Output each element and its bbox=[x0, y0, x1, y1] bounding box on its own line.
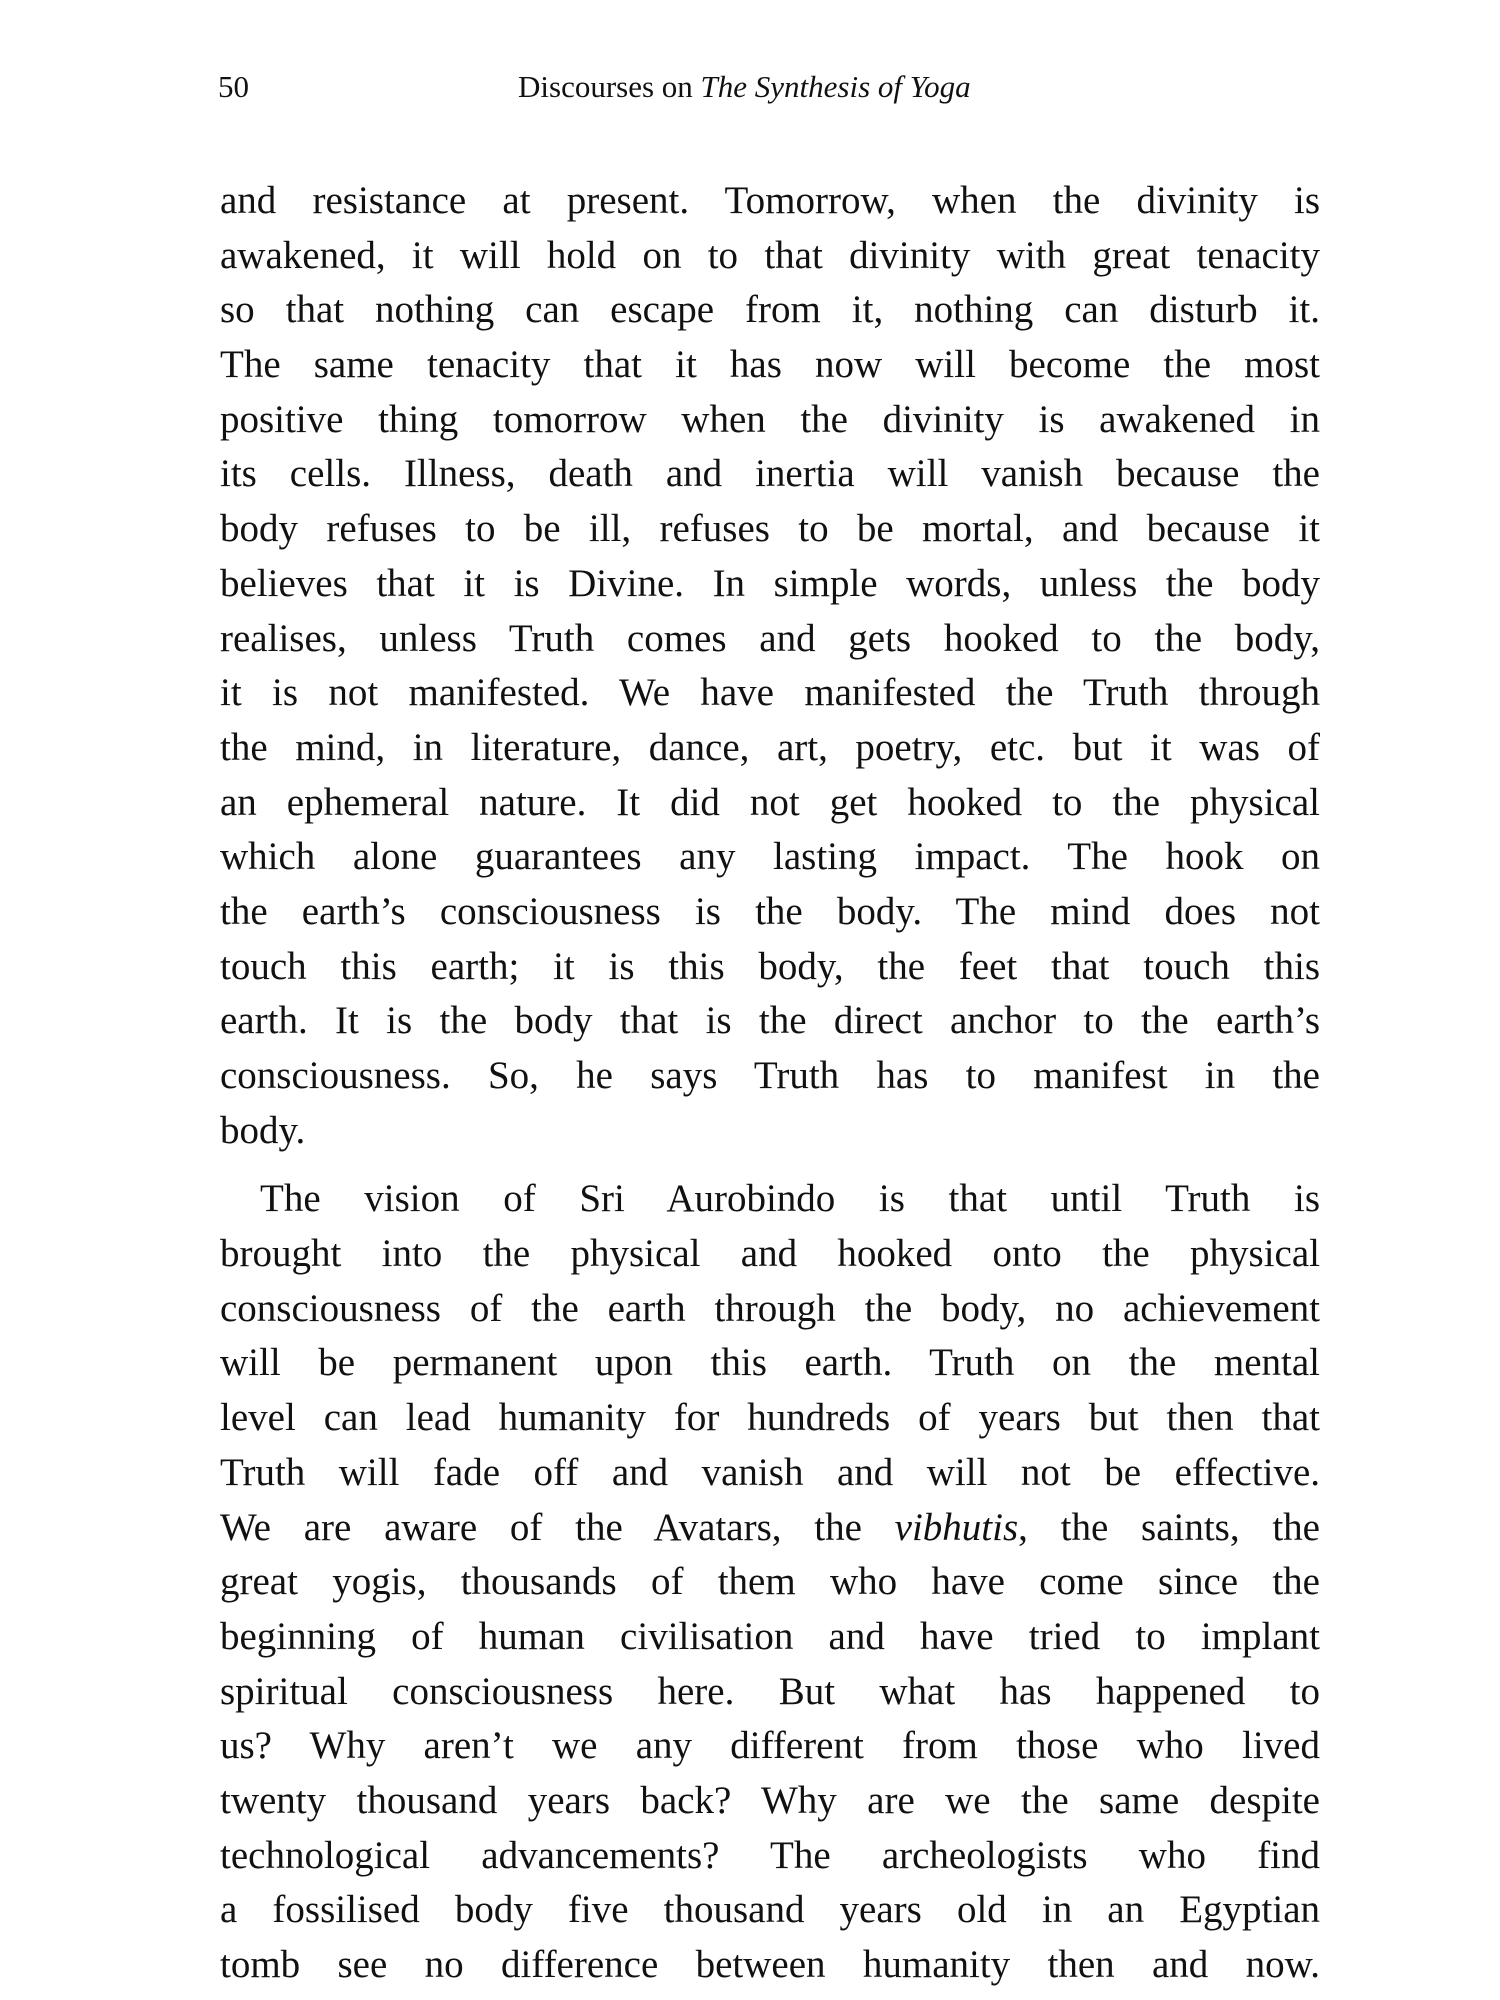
text-line: Truth will fade off and vanish and will not be effective. bbox=[220, 1450, 1320, 1494]
text-line: us? Why aren’t we any different from those who lived bbox=[220, 1724, 1320, 1768]
running-title-book: The Synthesis of Yoga bbox=[700, 69, 971, 104]
text-line: will be permanent upon this earth. Truth on the mental bbox=[220, 1341, 1320, 1385]
paragraph-1 bbox=[220, 174, 1320, 1158]
text-line: a fossilised body five thousand years old in an Egyptian bbox=[220, 1888, 1320, 1932]
text-line: tomb see no difference between humanity then and now. bbox=[220, 1943, 1320, 1986]
text-line: technological advancements? The archeologists who find bbox=[220, 1833, 1320, 1877]
text-line: the earth’s consciousness is the body. The mind does not bbox=[220, 889, 1320, 933]
text-line: an ephemeral nature. It did not get hooked to the physical bbox=[220, 780, 1320, 824]
italic-term: vibhutis bbox=[894, 1505, 1019, 1549]
text-segment: We are aware of the Avatars, the bbox=[220, 1505, 895, 1549]
text-line: realises, unless Truth comes and gets hooked to the body, bbox=[220, 616, 1320, 660]
text-line: spiritual consciousness here. But what has happened to bbox=[220, 1669, 1320, 1713]
text-line: beginning of human civilisation and have tried to implant bbox=[220, 1614, 1320, 1658]
text-line: consciousness of the earth through the body, no achievement bbox=[220, 1286, 1320, 1330]
text-line: touch this earth; it is this body, the feet that touch this bbox=[220, 944, 1320, 988]
body-text bbox=[220, 174, 1320, 1993]
text-line: believes that it is Divine. In simple words, unless the body bbox=[220, 561, 1320, 605]
text-line: brought into the physical and hooked onto the physical bbox=[220, 1232, 1320, 1276]
text-line: and resistance at present. Tomorrow, when the divinity is bbox=[220, 179, 1320, 222]
running-title bbox=[518, 62, 971, 112]
text-line: level can lead humanity for hundreds of years but then that bbox=[220, 1396, 1320, 1440]
text-line: consciousness. So, he says Truth has to manifest in the bbox=[220, 1054, 1320, 1097]
text-line: awakened, it will hold on to that divinity with great tenacity bbox=[220, 233, 1320, 277]
running-header bbox=[218, 62, 1318, 112]
text-line: body refuses to be ill, refuses to be mortal, and because it bbox=[220, 507, 1320, 551]
text-line: its cells. Illness, death and inertia will vanish because the bbox=[220, 452, 1320, 496]
text-line: The same tenacity that it has now will become the most bbox=[220, 343, 1320, 387]
text-line: positive thing tomorrow when the divinity is awakened in bbox=[220, 397, 1320, 441]
paragraph-gap bbox=[220, 1158, 1320, 1172]
running-title-prefix: Discourses on bbox=[518, 69, 701, 104]
text-line: The vision of Sri Aurobindo is that until Truth is bbox=[260, 1177, 1320, 1221]
text-line: so that nothing can escape from it, nothing can disturb it. bbox=[220, 288, 1320, 332]
text-line-with-italic bbox=[220, 1501, 1320, 1556]
text-line: great yogis, thousands of them who have come since the bbox=[220, 1560, 1320, 1604]
text-line: it is not manifested. We have manifested the Truth through bbox=[220, 671, 1320, 715]
paragraph-2 bbox=[220, 1172, 1320, 1992]
text-line: the mind, in literature, dance, art, poetry, etc. but it was of bbox=[220, 725, 1320, 769]
text-line: body. bbox=[220, 1108, 306, 1152]
page-number: 50 bbox=[218, 69, 249, 104]
text-line: which alone guarantees any lasting impact. The hook on bbox=[220, 835, 1320, 879]
text-line: twenty thousand years back? Why are we the same despite bbox=[220, 1778, 1320, 1822]
text-segment: , the saints, the bbox=[1018, 1505, 1320, 1549]
text-line: earth. It is the body that is the direct anchor to the earth’s bbox=[220, 999, 1320, 1043]
